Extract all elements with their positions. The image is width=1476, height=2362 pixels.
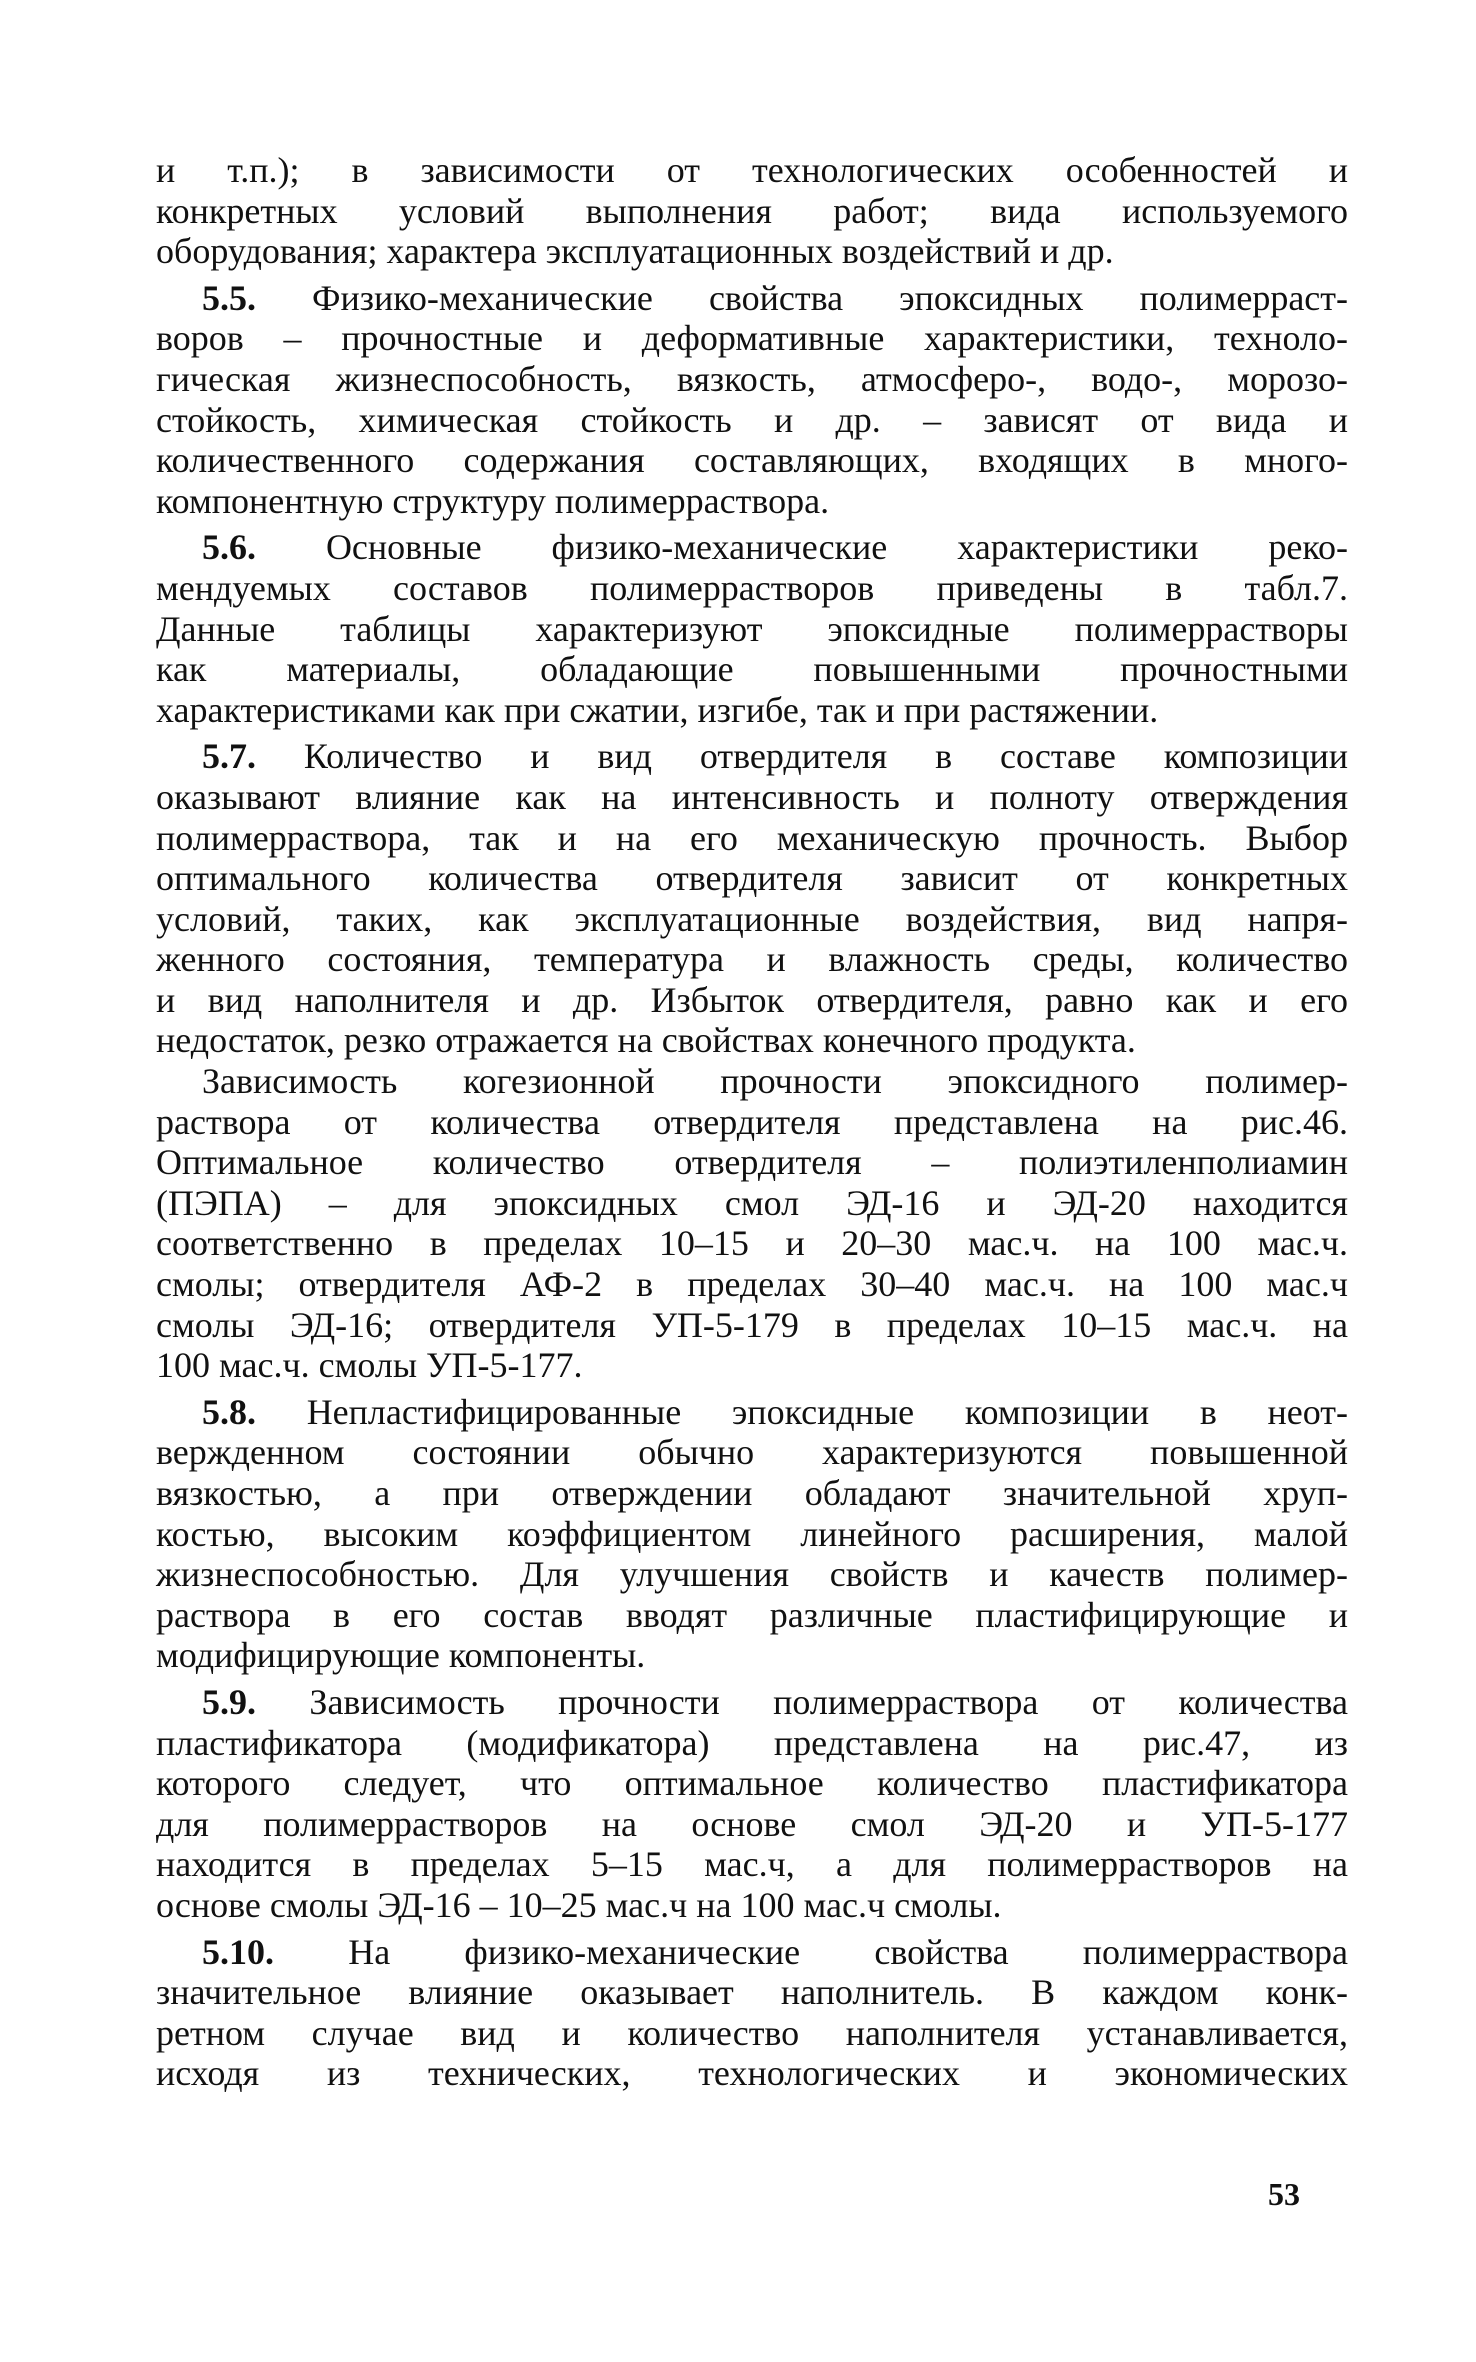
text-line: конкретных условий выполнения работ; вида используемого [156,190,1348,231]
section-number: 5.10. [202,1931,274,1972]
text-line: количественного содержания составляющих, входящих в много- [156,440,1348,481]
text-line: и т.п.); в зависимости от технологических особенностей и [156,150,1348,190]
text-line: находится в пределах 5–15 мас.ч, а для полимеррастворов на [156,1844,1348,1885]
paragraph-5-7 [156,736,1348,1061]
line-text: Количество и вид отвердителя в составе композиции [303,736,1349,777]
text-line: мендуемых составов полимеррастворов приведены в табл.7. [156,567,1348,608]
text-line: раствора в его состав вводят различные пластифицирующие и [156,1594,1348,1635]
text-line: для полимеррастворов на основе смол ЭД-20 и УП-5-177 [156,1803,1348,1844]
text-line: смолы; отвердителя АФ-2 в пределах 30–40 мас.ч. на 100 мас.ч [156,1264,1348,1305]
paragraph-5-8 [156,1392,1348,1676]
text-line: компонентную структуру полимерраствора. [156,480,830,521]
text-line: которого следует, что оптимальное количество пластификатора [156,1763,1348,1804]
paragraph-continuation [156,150,1348,272]
section-number: 5.6. [202,527,256,568]
text-line: женного состояния, температура и влажность среды, количество [156,939,1348,980]
text-line: как материалы, обладающие повышенными прочностными [156,649,1348,690]
text-line: соответственно в пределах 10–15 и 20–30 мас.ч. на 100 мас.ч. [156,1223,1348,1264]
text-line: Оптимальное количество отвердителя – полиэтиленполиамин [156,1142,1348,1183]
paragraph-5-5 [156,278,1348,522]
text-line [156,1932,1348,1973]
text-line: модифицирующие компоненты. [156,1635,646,1676]
paragraph-dependence [156,1061,1348,1386]
text-line: стойкость, химическая стойкость и др. – зависят от вида и [156,399,1348,440]
text-line: Зависимость когезионной прочности эпоксидного полимер- [202,1061,1348,1102]
text-line [156,1392,1348,1433]
section-number: 5.8. [202,1391,256,1432]
text-line: (ПЭПА) – для эпоксидных смол ЭД-16 и ЭД-20 находится [156,1182,1348,1223]
line-text: На физико-механические свойства полимерраствора [348,1931,1348,1972]
text-line: условий, таких, как эксплуатационные воздействия, вид напря- [156,898,1348,939]
text-line: гическая жизнеспособность, вязкость, атмосферо-, водо-, морозо- [156,358,1348,399]
text-line: ретном случае вид и количество наполнителя устанавливается, [156,2012,1348,2053]
text-line: воров – прочностные и деформативные характеристики, техноло- [156,318,1348,359]
text-line: основе смолы ЭД-16 – 10–25 мас.ч на 100 мас.ч смолы. [156,1884,1002,1925]
text-line: недостаток, резко отражается на свойствах конечного продукта. [156,1020,1136,1061]
text-line: вержденном состоянии обычно характеризуются повышенной [156,1432,1348,1473]
paragraph-5-9 [156,1682,1348,1926]
text-line: смолы ЭД-16; отвердителя УП-5-179 в пределах 10–15 мас.ч. на [156,1304,1348,1345]
text-line [156,1682,1348,1723]
line-text: Основные физико-механические характеристики реко- [325,527,1348,568]
paragraph-5-6 [156,527,1348,730]
text-line [156,278,1348,319]
text-line: вязкостью, а при отверждении обладают значительной хруп- [156,1473,1348,1513]
line-text: Непластифицированные эпоксидные композиции в неот- [306,1391,1348,1432]
text-line: характеристиками как при сжатии, изгибе, так и при растяжении. [156,689,1159,730]
line-text: Физико-механические свойства эпоксидных полимерраст- [312,277,1349,318]
text-line: пластификатора (модификатора) представлена на рис.47, из [156,1722,1348,1763]
text-line: оборудования; характера эксплуатационных воздействий и др. [156,231,1114,272]
section-number: 5.9. [202,1681,256,1722]
text-line: оказывают влияние как на интенсивность и полноту отверждения [156,776,1348,817]
text-line [156,527,1348,568]
text-line: исходя из технических, технологических и экономических [156,2053,1348,2094]
text-line: полимерраствора, так и на его механическую прочность. Выбор [156,817,1348,858]
text-line [156,736,1348,777]
text-line: раствора от количества отвердителя представлена на рис.46. [156,1101,1348,1142]
page-number: 53 [1268,2176,1300,2212]
text-line: и вид наполнителя и др. Избыток отвердителя, равно как и его [156,979,1348,1020]
section-number: 5.5. [202,277,256,318]
paragraph-5-10 [156,1932,1348,2094]
text-line: Данные таблицы характеризуют эпоксидные полимеррастворы [156,608,1348,649]
text-line: 100 мас.ч. смолы УП-5-177. [156,1345,583,1386]
section-number: 5.7. [202,736,256,777]
text-line: костью, высоким коэффициентом линейного расширения, малой [156,1513,1348,1554]
document-body [156,150,1348,2094]
text-line: жизнеспособностью. Для улучшения свойств и качеств полимер- [156,1554,1348,1595]
text-line: значительное влияние оказывает наполнитель. В каждом конк- [156,1972,1348,2013]
line-text: Зависимость прочности полимерраствора от количества [309,1681,1348,1722]
text-line: оптимального количества отвердителя зависит от конкретных [156,858,1348,899]
